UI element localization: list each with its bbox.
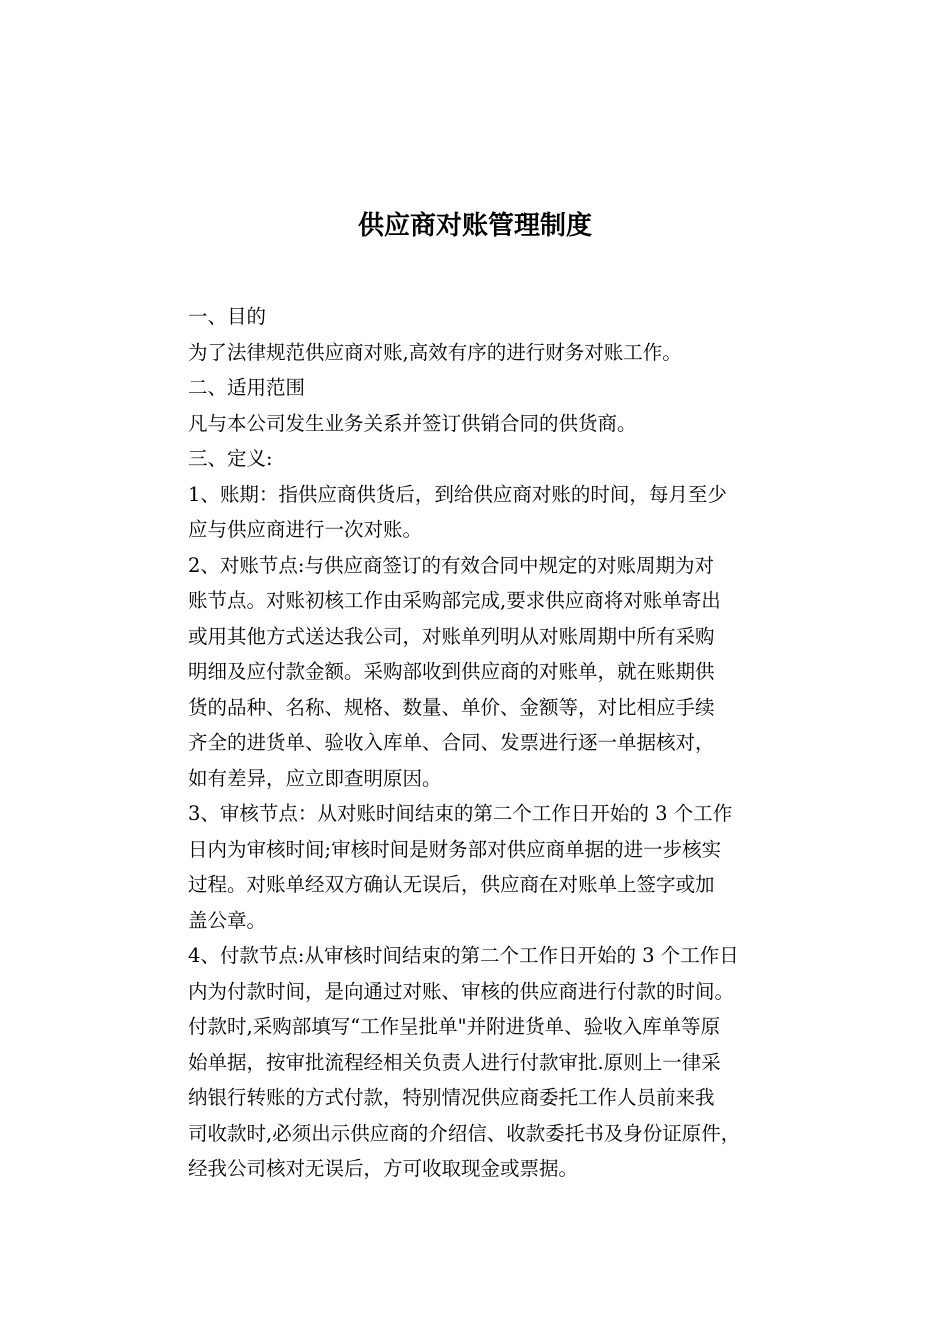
paragraph-line: 应与供应商进行一次对账。: [188, 518, 423, 541]
paragraph-line: 付款时,采购部填写“工作呈批单"并附进货单、验收入库单等原: [188, 1015, 721, 1038]
paragraph-line: 1、账期：指供应商供货后，到给供应商对账的时间，每月至少: [188, 482, 727, 506]
paragraph-line: 内为付款时间，是向通过对账、审核的供应商进行付款的时间。: [188, 979, 735, 1003]
paragraph-line: 经我公司核对无误后，方可收取现金或票据。: [188, 1157, 579, 1180]
paragraph-line: 4、付款节点:从审核时间结束的第二个工作日开始的 3 个工作日: [188, 944, 739, 967]
paragraph-line: 齐全的进货单、验收入库单、合同、发票进行逐一单据核对，: [188, 731, 715, 754]
document-body: [188, 299, 814, 1187]
paragraph-line: 司收款时,必须出示供应商的介绍信、收款委托书及身份证原件，: [188, 1121, 741, 1145]
paragraph-line: 为了法律规范供应商对账,高效有序的进行财务对账工作。: [188, 340, 682, 364]
paragraph-line: 账节点。对账初核工作由采购部完成,要求供应商将对账单寄出: [188, 589, 721, 612]
paragraph-line: 明细及应付款金额。采购部收到供应商的对账单，就在账期供: [188, 660, 715, 683]
paragraph-line: 纳银行转账的方式付款，特别情况供应商委托工作人员前来我: [188, 1086, 715, 1109]
document-title: 供应商对账管理制度: [357, 211, 592, 241]
heading-purpose: 一、目的: [188, 305, 267, 328]
paragraph-line: 2、对账节点:与供应商签订的有效合同中规定的对账周期为对: [188, 553, 714, 577]
paragraph-line: 3、审核节点：从对账时间结束的第二个工作日开始的 3 个工作: [188, 802, 733, 825]
heading-definitions: 三、定义:: [188, 447, 273, 470]
heading-scope: 二、适用范围: [188, 376, 306, 399]
paragraph-line: 过程。对账单经双方确认无误后，供应商在对账单上签字或加: [188, 873, 715, 896]
paragraph-line: 始单据，按审批流程经相关负责人进行付款审批.原则上一律采: [188, 1050, 721, 1074]
paragraph-line: 凡与本公司发生业务关系并签订供销合同的供货商。: [188, 411, 637, 435]
paragraph-line: 货的品种、名称、规格、数量、单价、金额等，对比相应手续: [188, 695, 715, 719]
paragraph-line: 或用其他方式送达我公司，对账单列明从对账周期中所有采购: [188, 624, 715, 648]
paragraph-line: 如有差异，应立即查明原因。: [188, 766, 442, 790]
paragraph-line: 日内为审核时间;审核时间是财务部对供应商单据的进一步核实: [188, 837, 722, 861]
paragraph-line: 盖公章。: [188, 908, 267, 932]
